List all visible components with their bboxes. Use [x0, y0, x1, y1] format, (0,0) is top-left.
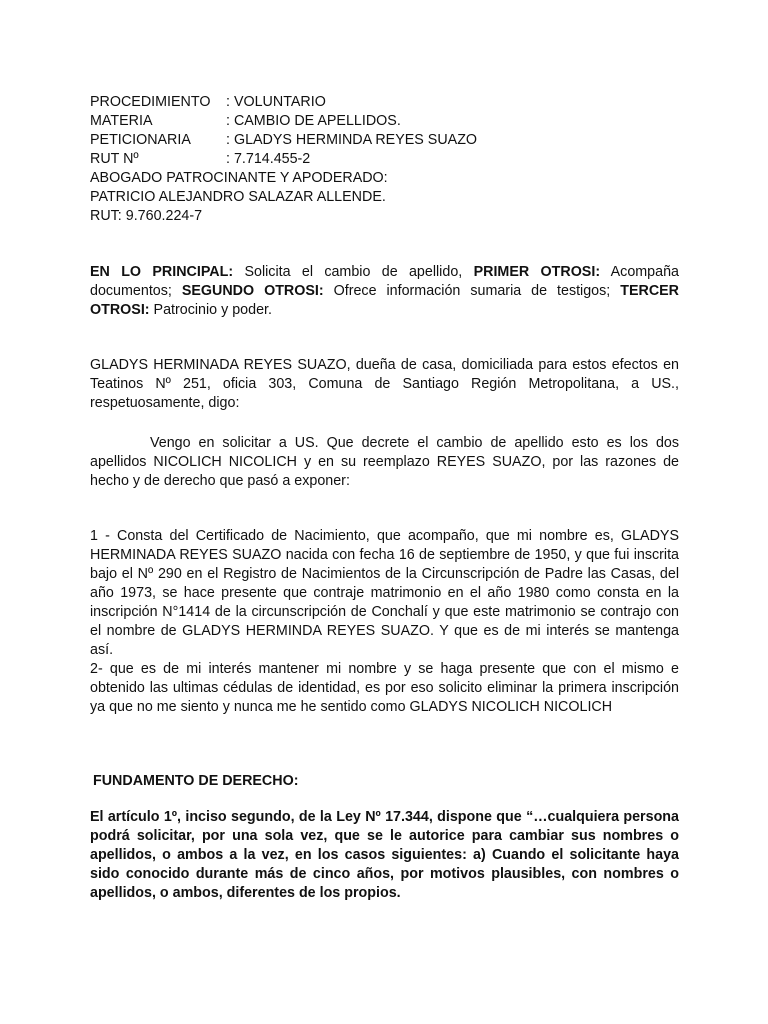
header-label: RUT Nº: [90, 151, 139, 167]
summary-label-segundo-otrosi: SEGUNDO OTROSI:: [181, 283, 324, 299]
abogado-heading: ABOGADO PATROCINANTE Y APODERADO:: [90, 170, 388, 186]
summary-text: Ofrece información sumaria de testigos;: [323, 283, 621, 299]
intro-text: , dueña de casa, domiciliada para estos efectos en Teatinos Nº 251, oficia 303, Comuna de Santiago Región Metropolitana, a US., respetuosamente, digo:: [90, 357, 679, 411]
header-label: MATERIA: [90, 113, 153, 129]
intro-paragraph: [90, 356, 679, 413]
abogado-name: PATRICIO ALEJANDRO SALAZAR ALLENDE.: [90, 189, 386, 205]
header-label: PETICIONARIA: [90, 132, 191, 148]
summary-label-tercer-otrosi: TERCER OTROSI:: [90, 283, 679, 318]
header-row-peticionaria: [90, 131, 690, 150]
fundamento-heading: FUNDAMENTO DE DERECHO:: [93, 773, 299, 789]
summary-label-principal: EN LO PRINCIPAL:: [90, 264, 234, 280]
header-row-materia: [90, 112, 690, 131]
summary-text: Solicita el cambio de apellido,: [233, 264, 474, 280]
summary-text: Acompaña documentos;: [90, 264, 679, 299]
header-row-procedimiento: [90, 93, 690, 112]
point-1-paragraph: 1 - Consta del Certificado de Nacimiento, que acompaño, que mi nombre es, GLADYS HERMINADA REYES SUAZO nacida con fecha 16 de septiembre de 1950, y que fui inscrita bajo el Nº 290 en el Registro de Nacimientos de la Circunscripción de Padre las Casas, del año 1973, se hace presente que contraje matrimonio en el año 1980 como consta en la inscripción N°1414 de la circunscripción de Conchalí y que este matrimonio se contrajo con el nombre de GLADYS HERMINDA REYES SUAZO. Y que es de mi interés se mantenga así.: [90, 528, 679, 658]
case-header: [90, 93, 690, 226]
header-value: : 7.714.455-2: [226, 151, 311, 167]
abogado-rut: RUT: 9.760.224-7: [90, 208, 203, 224]
summary-label-primer-otrosi: PRIMER OTROSI:: [473, 264, 601, 280]
fundamento-paragraph: El artículo 1º, inciso segundo, de la Ley Nº 17.344, dispone que “…cualquiera persona podrá solicitar, por una sola vez, que se le autorice para cambiar sus nombres o apellidos, o ambos a la vez, en los casos siguientes: a) Cuando el solicitante haya sido conocido durante más de cinco años, por motivos plausibles, con nombres o apellidos, o ambos, diferentes de los propios.: [90, 809, 679, 901]
summary-text: Patrocinio y poder.: [149, 302, 272, 318]
request-paragraph: Vengo en solicitar a US. Que decrete el cambio de apellido esto es los dos apellidos NICOLICH NICOLICH y en su reemplazo REYES SUAZO, por las razones de hecho y de derecho que pasó a exponer:: [90, 435, 679, 489]
header-value: : CAMBIO DE APELLIDOS.: [226, 113, 401, 129]
point-2-paragraph: 2- que es de mi interés mantener mi nombre y se haga presente que con el mismo e obtenido las ultimas cédulas de identidad, es por eso solicito eliminar la primera inscripción ya que no me siento y nunca me he sentido como GLADYS NICOLICH NICOLICH: [90, 661, 679, 715]
petitioner-name: GLADYS HERMINADA REYES SUAZO: [90, 357, 347, 373]
summary-paragraph: [90, 263, 679, 320]
header-value: : GLADYS HERMINDA REYES SUAZO: [226, 132, 478, 148]
header-value: : VOLUNTARIO: [226, 94, 326, 110]
header-label: PROCEDIMIENTO: [90, 94, 211, 110]
header-row-rut: [90, 150, 690, 169]
